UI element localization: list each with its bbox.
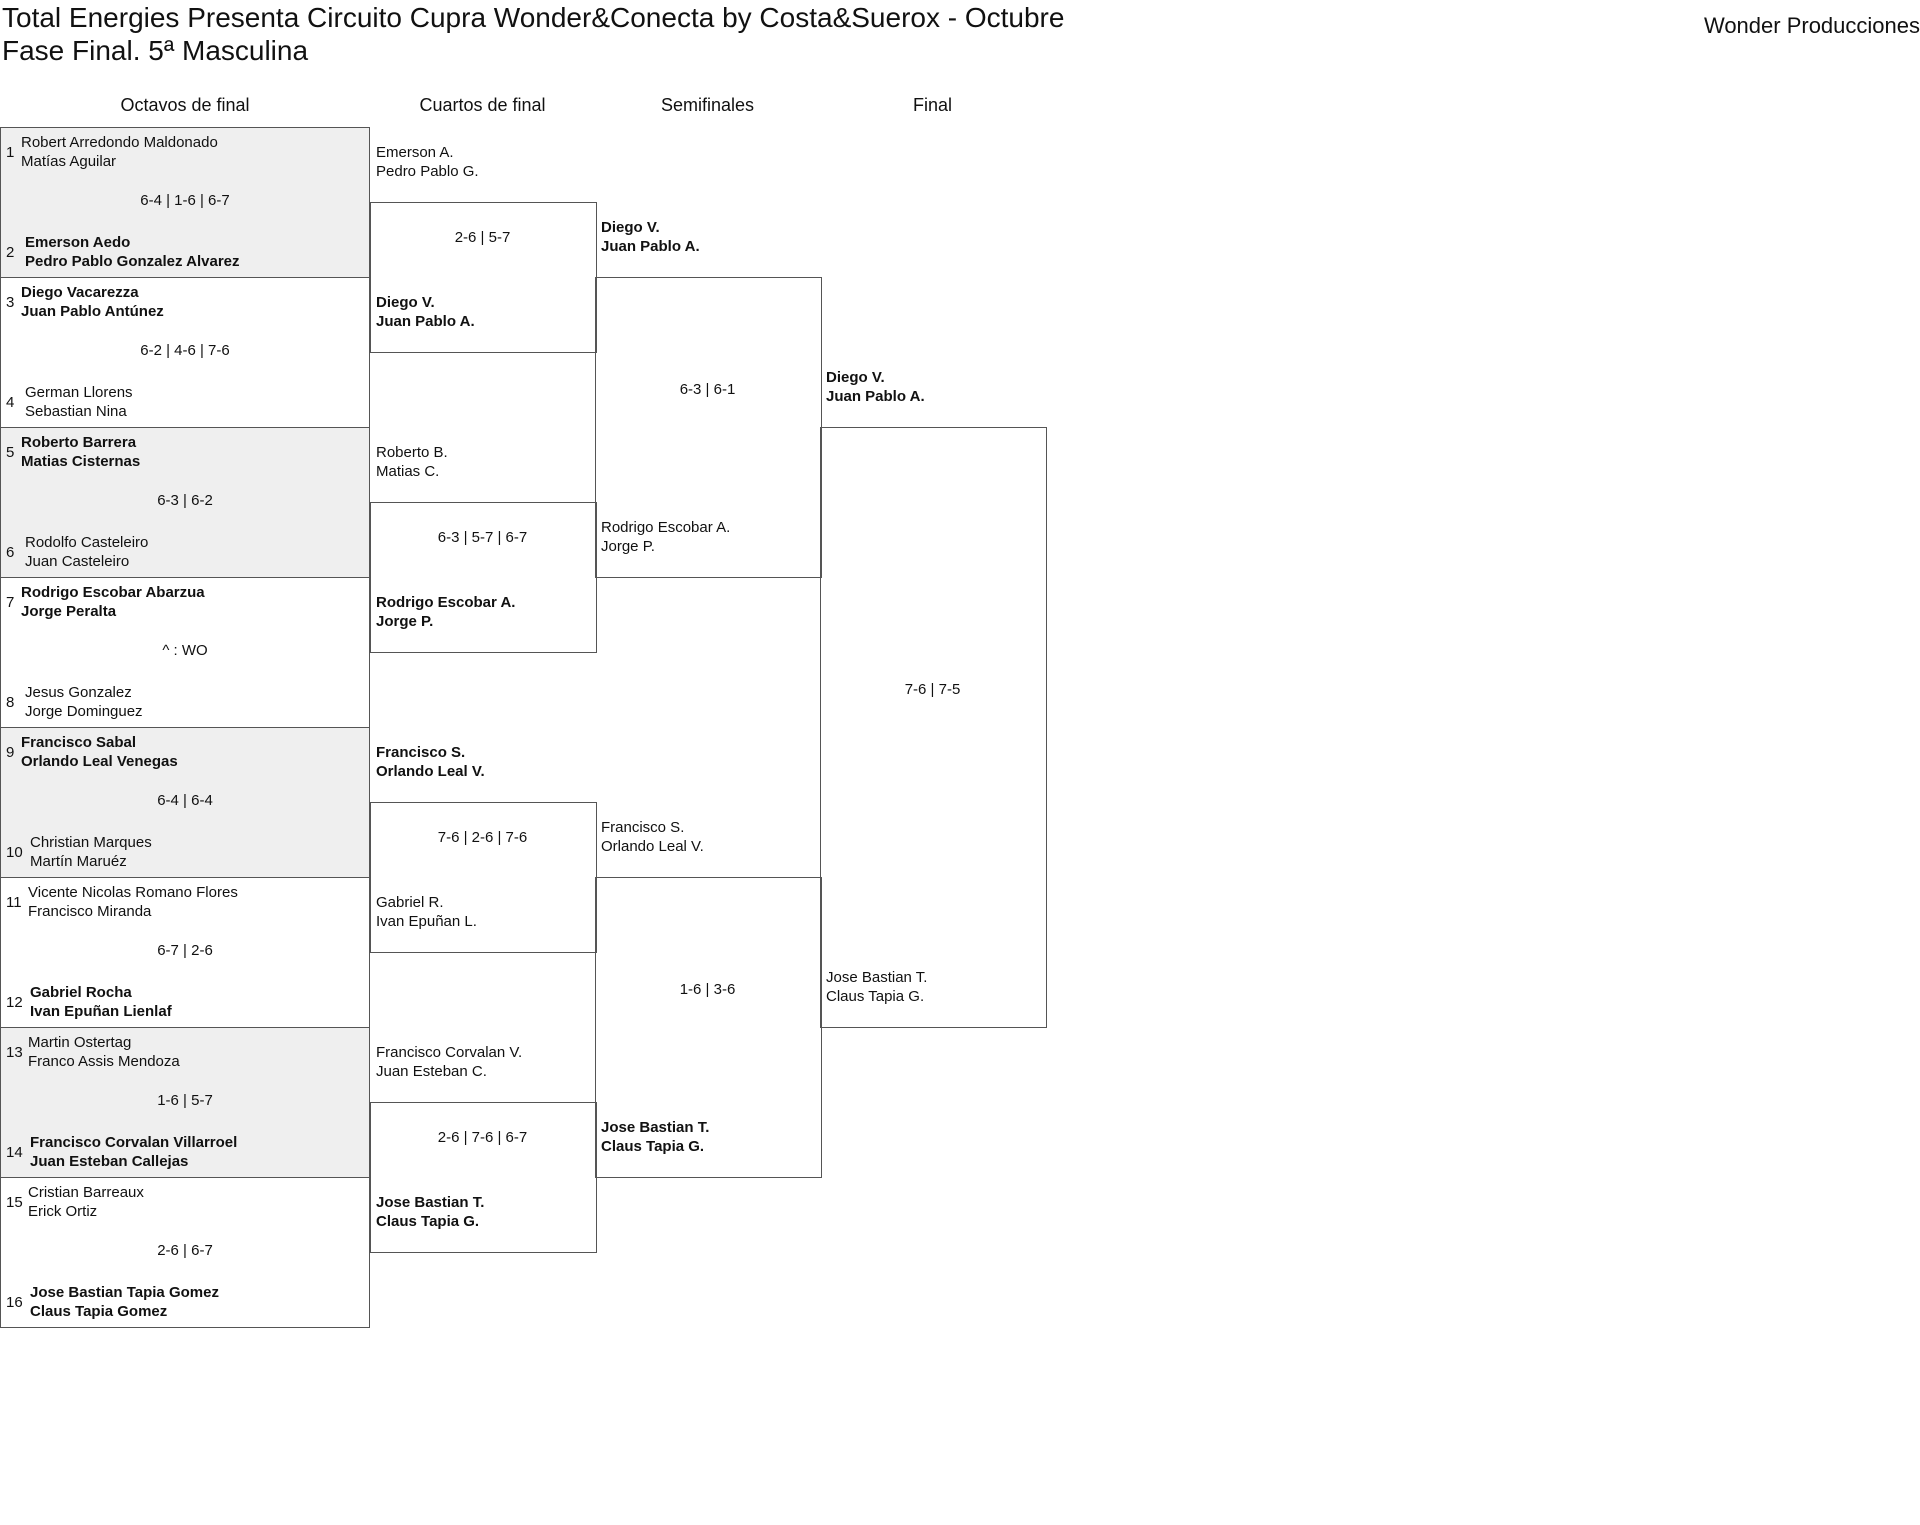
seed-number: 11 [6, 894, 22, 911]
player-name: Christian Marques [30, 834, 152, 851]
match-score: 7-6 | 2-6 | 7-6 [437, 829, 528, 846]
seed-number: 6 [6, 544, 15, 561]
match-score: 2-6 | 5-7 [454, 229, 511, 246]
player-name: Matías Aguilar [21, 153, 117, 170]
player-name: Claus Tapia G. [376, 1213, 480, 1230]
player-name: Roberto B. [376, 444, 448, 461]
match-score: 6-3 | 6-1 [679, 381, 736, 398]
player-name: Erick Ortiz [28, 1203, 98, 1220]
seed-number: 5 [6, 444, 15, 461]
round-header-sf: Semifinales [660, 95, 755, 115]
player-name: Diego V. [601, 219, 660, 236]
player-name: Francisco Miranda [28, 903, 152, 920]
seed-number: 9 [6, 744, 15, 761]
player-name: Francisco Corvalan Villarroel [30, 1134, 238, 1151]
sf-team-bottom [601, 1118, 709, 1156]
player-name: Pedro Pablo G. [376, 163, 479, 180]
player-name: Jose Bastian Tapia Gomez [30, 1284, 219, 1301]
tournament-title: Total Energies Presenta Circuito Cupra Wonder&Conecta by Costa&Suerox - Octubre [2, 2, 1065, 33]
r16-team-bottom [25, 383, 133, 421]
qf-team-top [376, 743, 485, 781]
player-name: Rodrigo Escobar A. [601, 519, 731, 536]
player-name: Francisco Corvalan V. [376, 1044, 523, 1061]
player-name: Claus Tapia Gomez [30, 1303, 168, 1320]
round-header-final: Final [912, 95, 952, 115]
round-header-r16: Octavos de final [120, 95, 250, 115]
r16-team-bottom [25, 683, 143, 721]
player-name: Jesus Gonzalez [25, 684, 132, 701]
player-name: Jose Bastian T. [601, 1119, 710, 1136]
match-score: 6-2 | 4-6 | 7-6 [140, 342, 230, 359]
seed-number: 14 [6, 1144, 23, 1161]
player-name: Francisco S. [376, 744, 466, 761]
player-name: Claus Tapia G. [601, 1138, 705, 1155]
player-name: Francisco S. [601, 819, 685, 836]
player-name: Jorge Peralta [21, 603, 117, 620]
seed-number: 8 [6, 694, 15, 711]
final-team-top [826, 368, 925, 406]
r16-team-bottom [25, 233, 240, 271]
r16-team-bottom [25, 533, 148, 571]
player-name: Diego V. [826, 369, 885, 386]
r16-team-top [21, 733, 178, 771]
player-name: Diego V. [376, 294, 435, 311]
match-score: 6-3 | 5-7 | 6-7 [437, 529, 528, 546]
r16-team-bottom [30, 833, 152, 871]
qf-team-top [376, 1043, 522, 1081]
match-score: ^ : WO [162, 642, 208, 659]
player-name: Gabriel Rocha [30, 984, 132, 1001]
player-name: Diego Vacarezza [21, 284, 139, 301]
r16-team-top [21, 583, 205, 621]
player-name: Orlando Leal V. [376, 763, 485, 780]
player-name: Emerson Aedo [25, 234, 131, 251]
r16-team-bottom [30, 1133, 237, 1171]
player-name: Gabriel R. [376, 894, 444, 911]
organizer-name: Wonder Producciones [1703, 13, 1920, 38]
player-name: Juan Casteleiro [25, 553, 130, 570]
player-name: Jose Bastian T. [826, 969, 928, 986]
player-name: Ivan Epuñan Lienlaf [30, 1003, 172, 1020]
player-name: Jorge P. [601, 538, 655, 555]
player-name: Juan Esteban C. [376, 1063, 487, 1080]
player-name: Martin Ostertag [28, 1034, 132, 1051]
player-name: Jose Bastian T. [376, 1194, 485, 1211]
sf-team-top [601, 218, 700, 256]
player-name: Jorge P. [376, 613, 434, 630]
seed-number: 7 [6, 594, 15, 611]
match-score: 6-4 | 1-6 | 6-7 [140, 192, 230, 209]
player-name: Francisco Sabal [21, 734, 137, 751]
final-team-bottom [826, 968, 927, 1006]
match-score: 2-6 | 6-7 [157, 1242, 213, 1259]
player-name: Sebastian Nina [25, 403, 127, 420]
sf-team-top [601, 818, 704, 856]
player-name: Roberto Barrera [21, 434, 137, 451]
match-score: 7-6 | 7-5 [904, 681, 961, 698]
seed-number: 1 [6, 144, 15, 161]
player-name: Matias Cisternas [21, 453, 141, 470]
qf-team-bottom [376, 893, 477, 931]
final-match-box [820, 427, 1047, 1028]
r16-team-top [28, 883, 238, 921]
player-name: Orlando Leal V. [601, 838, 704, 855]
r16-team-top [21, 133, 218, 171]
r16-team-bottom [30, 1283, 219, 1321]
player-name: Martín Maruéz [30, 853, 127, 870]
player-name: Claus Tapia G. [826, 988, 925, 1005]
player-name: Juan Esteban Callejas [30, 1153, 189, 1170]
r16-team-bottom [30, 983, 172, 1021]
player-name: Juan Pablo A. [376, 313, 475, 330]
qf-team-top [376, 443, 448, 481]
player-name: Ivan Epuñan L. [376, 913, 477, 930]
seed-number: 3 [6, 294, 15, 311]
match-score: 2-6 | 7-6 | 6-7 [437, 1129, 528, 1146]
player-name: Jorge Dominguez [25, 703, 143, 720]
player-name: Vicente Nicolas Romano Flores [28, 884, 238, 901]
qf-team-top [376, 143, 479, 181]
player-name: Franco Assis Mendoza [28, 1053, 180, 1070]
match-score: 6-4 | 6-4 [157, 792, 213, 809]
seed-number: 2 [6, 244, 15, 261]
seed-number: 12 [6, 994, 23, 1011]
player-name: Juan Pablo Antúnez [21, 303, 164, 320]
player-name: Cristian Barreaux [28, 1184, 144, 1201]
player-name: Robert Arredondo Maldonado [21, 134, 218, 151]
sf-team-bottom [601, 518, 730, 556]
seed-number: 15 [6, 1194, 23, 1211]
match-score: 6-3 | 6-2 [157, 492, 213, 509]
qf-team-bottom [376, 1193, 484, 1231]
player-name: Juan Pablo A. [826, 388, 925, 405]
round-header-qf: Cuartos de final [419, 95, 546, 115]
match-score: 6-7 | 2-6 [157, 942, 213, 959]
match-score: 1-6 | 3-6 [679, 981, 736, 998]
player-name: Rodrigo Escobar A. [376, 594, 516, 611]
r16-team-top [28, 1033, 180, 1071]
player-name: Pedro Pablo Gonzalez Alvarez [25, 253, 240, 270]
phase-title: Fase Final. 5ª Masculina [2, 35, 309, 66]
player-name: Rodrigo Escobar Abarzua [21, 584, 205, 601]
seed-number: 16 [6, 1294, 23, 1311]
qf-team-bottom [376, 593, 515, 631]
seed-number: 13 [6, 1044, 23, 1061]
r16-team-top [21, 433, 140, 471]
player-name: Emerson A. [376, 144, 454, 161]
player-name: Rodolfo Casteleiro [25, 534, 149, 551]
player-name: Matias C. [376, 463, 440, 480]
match-score: 1-6 | 5-7 [157, 1092, 213, 1109]
player-name: Orlando Leal Venegas [21, 753, 178, 770]
player-name: Juan Pablo A. [601, 238, 700, 255]
seed-number: 10 [6, 844, 23, 861]
player-name: German Llorens [25, 384, 133, 401]
r16-team-top [21, 283, 164, 321]
qf-team-bottom [376, 293, 475, 331]
seed-number: 4 [6, 394, 15, 411]
r16-team-top [28, 1183, 144, 1221]
